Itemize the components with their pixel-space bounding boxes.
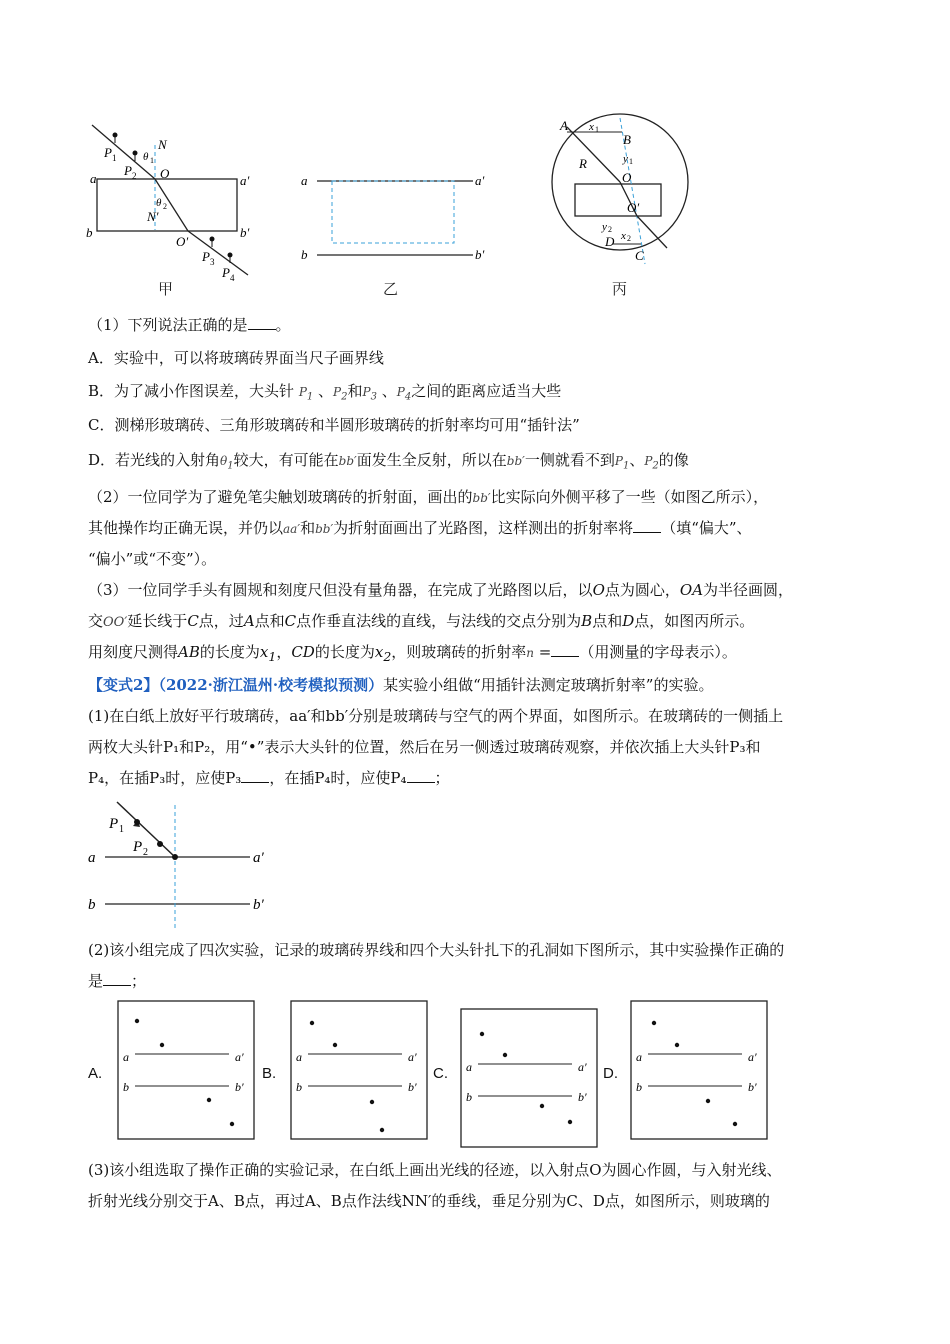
svg-text:1: 1: [595, 125, 599, 134]
svg-text:3: 3: [210, 257, 215, 267]
q3-l2c: 点，过: [198, 612, 244, 630]
option-c-diagram[interactable]: [460, 1008, 598, 1148]
symbol-C: C: [187, 612, 199, 630]
variant-p1-l3c: ；: [434, 769, 450, 787]
variant-source: （2022·浙江温州·校考模拟预测）: [158, 676, 384, 694]
svg-text:P: P: [124, 163, 132, 178]
q2-line1: [88, 487, 878, 508]
svg-text:4: 4: [230, 273, 235, 283]
option-a-label[interactable]: A.: [88, 1065, 103, 1082]
svg-text:b: b: [466, 1090, 472, 1104]
svg-text:1: 1: [629, 157, 633, 166]
q2-l2a: 其他操作均正确无误，并仍以: [88, 519, 284, 537]
svg-text:D: D: [605, 234, 615, 249]
q2-line3: “偏小”或“不变”）。: [88, 550, 217, 568]
svg-text:b′: b′: [475, 247, 485, 262]
svg-text:x: x: [621, 230, 626, 242]
variant-title: 某实验小组做“用插针法测定玻璃折射率”的实验。: [383, 676, 714, 694]
svg-text:b: b: [86, 225, 93, 240]
q1-optD-a: D．若光线的入射角: [88, 451, 221, 469]
svg-text:2: 2: [132, 171, 137, 181]
svg-text:b: b: [301, 247, 308, 262]
symbol-x1: $x_1$: [259, 643, 277, 664]
q3-l3c: ，: [276, 643, 292, 661]
bb-prime-symbol: bb′: [506, 454, 525, 468]
q1-optB-b: 和: [347, 382, 363, 400]
option-a-diagram[interactable]: [117, 1000, 255, 1140]
svg-text:b: b: [296, 1080, 302, 1094]
q1-optD-e: 的像: [658, 451, 689, 469]
option-c-label[interactable]: C.: [433, 1065, 448, 1082]
q1-optD-c: 面发生全反射，所以在: [356, 451, 507, 469]
svg-text:b′: b′: [748, 1080, 757, 1094]
svg-text:P: P: [104, 145, 112, 160]
variant-p1-line2: 两枚大头针P₁和P₂，用“•”表示大头针的位置，然后在另一侧透过玻璃砖观察，并依次插上大头针P₃和: [88, 738, 761, 756]
q3-l1b: 点为圆心，: [604, 581, 680, 599]
svg-text:θ: θ: [143, 151, 149, 163]
svg-text:b′: b′: [235, 1080, 244, 1094]
q3-l3a: 用刻度尺测得: [88, 643, 179, 661]
symbol-O: O: [592, 581, 605, 599]
svg-text:y: y: [623, 153, 628, 165]
svg-text:a: a: [88, 850, 96, 866]
figure-jia-caption: 甲: [158, 280, 174, 298]
q2-l2b: 和: [300, 519, 316, 537]
svg-text:θ: θ: [156, 197, 162, 209]
q3-l2d: 点和: [254, 612, 285, 630]
svg-text:2: 2: [627, 234, 631, 243]
variant-p3-line1: (3)该小组选取了操作正确的实验记录，在白纸上画出光线的径迹，以入射点O为圆心作圆，与入射光线、: [88, 1161, 782, 1179]
q3-l1a: （3）一位同学手头有圆规和刻度尺但没有量角器，在完成了光路图以后，以: [88, 581, 593, 599]
symbol-CD: CD: [291, 643, 315, 661]
q3-line1: [88, 580, 878, 600]
bb-prime-symbol: bb′: [338, 454, 357, 468]
option-d-diagram[interactable]: [630, 1000, 768, 1140]
figure-bing: [545, 112, 695, 272]
svg-text:N′: N′: [147, 209, 159, 224]
answer-blank[interactable]: [103, 973, 131, 986]
svg-text:1: 1: [150, 156, 154, 165]
svg-text:b: b: [636, 1080, 642, 1094]
option-b-diagram[interactable]: [290, 1000, 428, 1140]
svg-text:N: N: [158, 137, 167, 152]
figure-jia: [80, 115, 260, 295]
svg-text:a′: a′: [748, 1050, 757, 1064]
variant-p3-line2: 折射光线分别交于A、B点，再过A、B点作法线NN′的垂线，垂足分别为C、D点，如图所示，则玻璃的: [88, 1192, 770, 1210]
pin-p1-label: $P_1$: [614, 454, 630, 472]
q3-l3f: （用测量的字母表示）。: [579, 643, 737, 661]
svg-text:a: a: [301, 173, 308, 188]
variant-tag: 【变式2】: [88, 676, 159, 694]
svg-text:P: P: [133, 839, 143, 855]
svg-text:a: a: [636, 1050, 642, 1064]
svg-text:a: a: [466, 1060, 472, 1074]
q3-l3e: ，则玻璃砖的折射率: [391, 643, 527, 661]
variant-p1-l3a: P₄，在插P₃时，应使P₃: [88, 769, 242, 787]
variant-p1-line3: [88, 768, 878, 788]
svg-text:x: x: [589, 121, 594, 133]
symbol-B: B: [581, 612, 593, 630]
q2-l1b: 比实际向外侧平移了一些（如图乙所示），: [490, 488, 769, 506]
svg-text:a′: a′: [235, 1050, 244, 1064]
figure-bing-caption: 丙: [612, 280, 628, 298]
svg-text:A: A: [560, 118, 568, 133]
svg-text:C: C: [635, 248, 644, 263]
pin-p4-label: $P_4$: [396, 385, 412, 403]
symbol-OO-prime: OO′: [103, 615, 128, 630]
svg-text:O: O: [622, 170, 632, 185]
svg-text:a′: a′: [578, 1060, 587, 1074]
option-d-label[interactable]: D.: [603, 1065, 618, 1082]
q2-l1a: （2）一位同学为了避免笔尖触划玻璃砖的折射面，画出的: [88, 488, 473, 506]
q3-l2a: 交: [88, 612, 104, 630]
q1-option-c: C．测梯形玻璃砖、三角形玻璃砖和半圆形玻璃砖的折射率均可用“插针法”: [88, 416, 580, 434]
pin-p2-label: $P_2$: [644, 454, 659, 472]
variant-p2-l2a: 是: [88, 972, 104, 990]
figure-yi: [295, 165, 495, 265]
q1-optD-b: 较大，有可能在: [233, 451, 339, 469]
svg-text:P: P: [109, 816, 119, 832]
answer-blank[interactable]: [551, 644, 579, 657]
q1-stem-text: （1）下列说法正确的是: [88, 316, 248, 334]
symbol-x2: $x_2$: [374, 643, 392, 664]
symbol-A: A: [243, 612, 255, 630]
svg-text:a′: a′: [475, 173, 485, 188]
symbol-D: D: [622, 612, 635, 630]
answer-blank[interactable]: [633, 520, 661, 533]
svg-text:a′: a′: [408, 1050, 417, 1064]
variant-p2-line2: [88, 971, 878, 991]
svg-text:a: a: [90, 171, 97, 186]
q3-l3b: 的长度为: [199, 643, 260, 661]
svg-text:1: 1: [119, 824, 124, 835]
q1-stem-end: 。: [275, 316, 291, 334]
answer-blank[interactable]: [248, 317, 276, 330]
pin-p3-label: $P_3$: [362, 385, 377, 403]
pin-p1-label: $P_1$: [298, 385, 314, 403]
svg-text:R: R: [579, 156, 587, 171]
bb-prime-symbol: bb′: [315, 522, 334, 536]
svg-text:b′: b′: [408, 1080, 417, 1094]
q3-l2b: 延长线于: [127, 612, 188, 630]
q2-l2c: 为折射面画出了光路图，这样测出的折射率将: [333, 519, 634, 537]
q3-line3: 用刻度尺测得AB的长度为$x_1$，CD的长度为$x_2$，则玻璃砖的折射率n = （用测量的字母表示）。: [88, 643, 737, 664]
q1-optB-c: 之间的距离应适当大些: [411, 382, 562, 400]
q3-l3d: 的长度为: [314, 643, 375, 661]
answer-blank[interactable]: [407, 770, 435, 783]
svg-text:b′: b′: [253, 897, 264, 913]
svg-text:a′: a′: [240, 173, 250, 188]
symbol-n: n: [526, 646, 535, 660]
q2-l2d: （填“偏大”、: [661, 519, 752, 537]
svg-text:b: b: [123, 1080, 129, 1094]
q3-l1c: 为半径画圆，: [703, 581, 794, 599]
svg-text:O: O: [160, 166, 170, 181]
variant-p1-line1: (1)在白纸上放好平行玻璃砖，aa′和bb′分别是玻璃砖与空气的两个界面，如图所示。在玻璃砖的一侧插上: [88, 707, 784, 725]
q1-optD-d: 一侧就看不到: [524, 451, 615, 469]
symbol-OA: OA: [679, 581, 704, 599]
q1-option-d: D．若光线的入射角$\theta_1$较大，有可能在bb′面发生全反射，所以在bb′一侧就看不到$P_1$、$P_2$的像: [88, 451, 689, 472]
svg-text:P: P: [202, 249, 210, 264]
variant-p2-line1: (2)该小组完成了四次实验，记录的玻璃砖界线和四个大头针扎下的孔洞如下图所示，其中实验操作正确的: [88, 941, 785, 959]
q3-l2f: 点和: [592, 612, 623, 630]
svg-text:a′: a′: [253, 850, 264, 866]
variant-p1-l3b: ，在插P₄时，应使P₄: [269, 769, 407, 787]
svg-text:1: 1: [112, 153, 117, 163]
svg-text:2: 2: [163, 202, 167, 211]
svg-text:b: b: [88, 897, 96, 913]
theta1-symbol: $\theta_1$: [220, 454, 234, 472]
svg-text:B: B: [623, 132, 631, 147]
q3-l2g: 点，如图丙所示。: [634, 612, 755, 630]
q1-option-b: B．为了减小作图误差，大头针 $P_1$ 、$P_2$和$P_3$ 、$P_4$之间的距离应适当大些: [88, 382, 562, 403]
svg-text:y: y: [602, 221, 607, 233]
q3-line2: [88, 611, 878, 633]
variant-header: [88, 675, 878, 695]
svg-text:2: 2: [608, 225, 612, 234]
svg-text:P: P: [222, 265, 230, 280]
svg-text:b′: b′: [578, 1090, 587, 1104]
svg-text:O′: O′: [627, 200, 640, 215]
figure-yi-caption: 乙: [383, 280, 399, 298]
svg-text:O′: O′: [176, 234, 189, 249]
answer-blank[interactable]: [241, 770, 269, 783]
option-b-label[interactable]: B.: [262, 1065, 277, 1082]
variant-p2-l2b: ；: [131, 972, 147, 990]
variant-figure: [85, 800, 285, 930]
pin-p2-label: $P_2$: [333, 385, 348, 403]
svg-text:a: a: [296, 1050, 302, 1064]
q3-l2e: 点作垂直法线的直线，与法线的交点分别为: [296, 612, 582, 630]
svg-text:2: 2: [143, 847, 148, 858]
q2-line2: [88, 518, 878, 539]
q1-option-a: A．实验中，可以将玻璃砖界面当尺子画界线: [88, 349, 384, 367]
symbol-C: C: [284, 612, 297, 630]
bb-prime-symbol: bb′: [472, 491, 491, 505]
symbol-AB: AB: [178, 643, 200, 661]
q1-stem: [88, 315, 878, 335]
q1-optB-a: B．为了减小作图误差，大头针: [88, 382, 295, 400]
aa-prime-symbol: aa′: [283, 522, 301, 536]
svg-text:a: a: [123, 1050, 129, 1064]
svg-text:b′: b′: [240, 225, 250, 240]
